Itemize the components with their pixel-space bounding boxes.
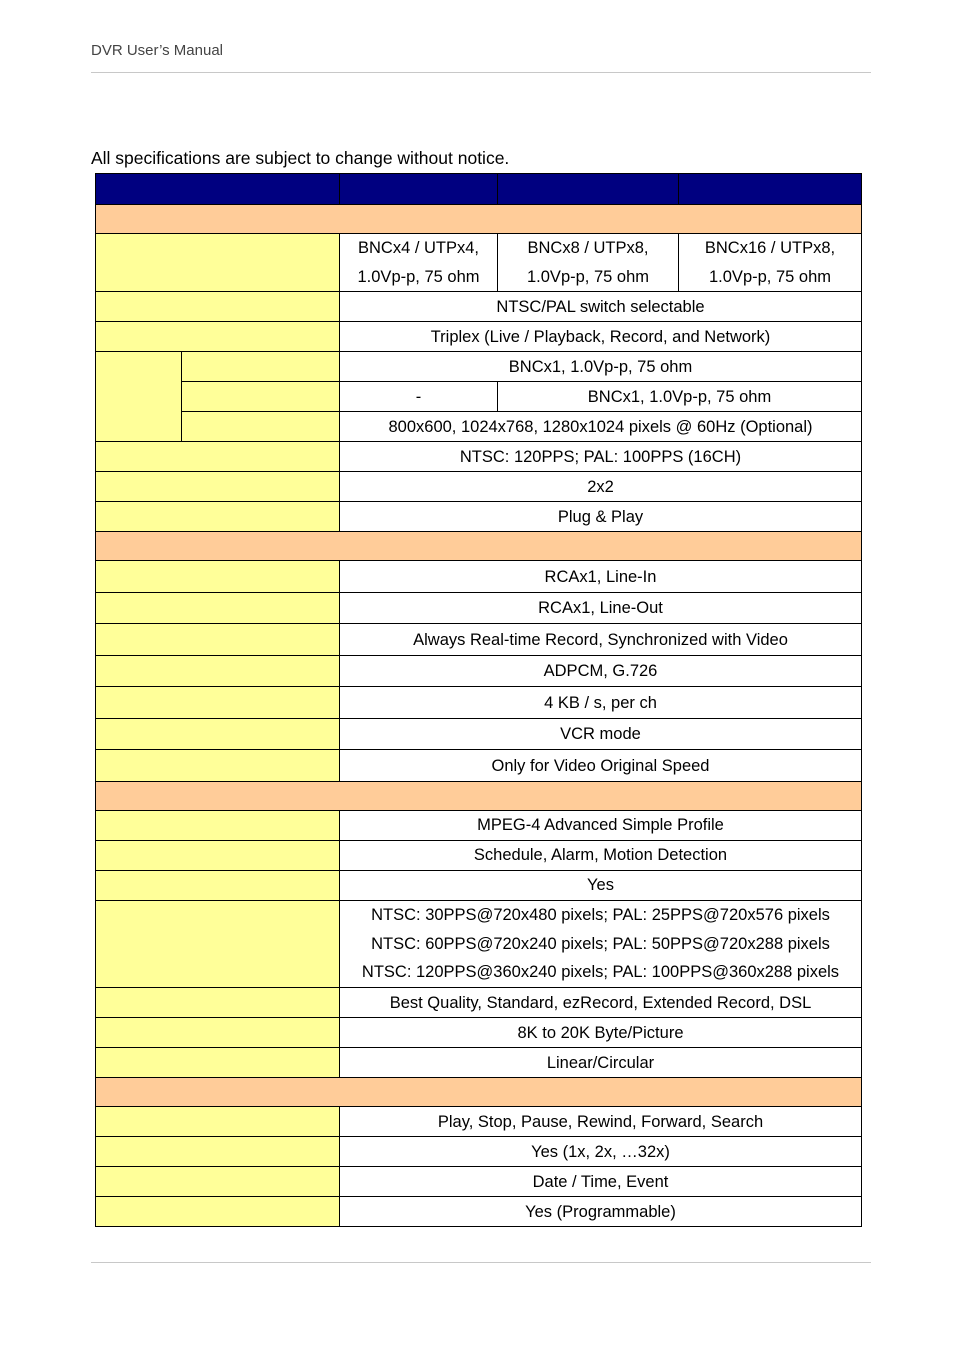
value-cell: Yes (Programmable) xyxy=(340,1197,862,1227)
value-cell: Only for Video Original Speed xyxy=(340,750,862,782)
value-cell: Triplex (Live / Playback, Record, and Network) xyxy=(340,322,862,352)
cell-line: 1.0Vp-p, 75 ohm xyxy=(709,267,831,286)
row-label xyxy=(96,718,340,750)
table-row xyxy=(96,322,862,352)
table-row xyxy=(96,561,862,593)
cell-line: NTSC: 60PPS@720x240 pixels; PAL: 50PPS@720x288 pixels xyxy=(371,934,830,953)
value-cell: 2x2 xyxy=(340,472,862,502)
table-row xyxy=(96,1197,862,1227)
row-label xyxy=(96,988,340,1018)
value-cell: Play, Stop, Pause, Rewind, Forward, Search xyxy=(340,1107,862,1137)
header-cell xyxy=(679,174,862,205)
row-label xyxy=(96,1018,340,1048)
value-cell: RCAx1, Line-Out xyxy=(340,592,862,624)
row-label xyxy=(96,687,340,719)
table-row xyxy=(96,718,862,750)
row-label xyxy=(96,292,340,322)
value-cell: RCAx1, Line-In xyxy=(340,561,862,593)
table-row xyxy=(96,1167,862,1197)
header-cell xyxy=(340,174,498,205)
value-cell: BNCx1, 1.0Vp-p, 75 ohm xyxy=(498,382,862,412)
row-label xyxy=(96,1167,340,1197)
header-cell xyxy=(498,174,679,205)
row-label xyxy=(96,502,340,532)
table-row xyxy=(96,687,862,719)
row-label xyxy=(96,472,340,502)
section-header xyxy=(96,1078,862,1107)
table-row xyxy=(96,1137,862,1167)
footer-divider xyxy=(91,1262,871,1263)
table-row xyxy=(96,292,862,322)
cell-line: NTSC: 30PPS@720x480 pixels; PAL: 25PPS@720x576 pixels xyxy=(371,905,830,924)
section-header xyxy=(96,205,862,234)
value-cell: Yes (1x, 2x, …32x) xyxy=(340,1137,862,1167)
cell-line: BNCx16 / UTPx8, xyxy=(704,239,836,257)
value-cell: 8K to 20K Byte/Picture xyxy=(340,1018,862,1048)
row-label xyxy=(96,870,340,900)
value-cell: VCR mode xyxy=(340,718,862,750)
value-cell-rates xyxy=(340,900,862,987)
table-row xyxy=(96,810,862,840)
value-cell: NTSC/PAL switch selectable xyxy=(340,292,862,322)
row-label xyxy=(96,810,340,840)
value-cell: 800x600, 1024x768, 1280x1024 pixels @ 60Hz (Optional) xyxy=(340,412,862,442)
value-cell: Schedule, Alarm, Motion Detection xyxy=(340,840,862,870)
table-row xyxy=(96,900,862,987)
value-cell-16ch xyxy=(679,234,862,292)
header-divider xyxy=(91,72,871,73)
table-row xyxy=(96,352,862,382)
row-label xyxy=(96,900,340,987)
section-row-record xyxy=(96,781,862,810)
value-cell-8ch xyxy=(498,234,679,292)
row-label xyxy=(96,442,340,472)
table-row xyxy=(96,234,862,292)
table-row xyxy=(96,624,862,656)
value-cell: - xyxy=(340,382,498,412)
page-header-title: DVR User’s Manual xyxy=(91,42,223,59)
row-label xyxy=(182,412,340,442)
row-label xyxy=(96,322,340,352)
row-label xyxy=(96,655,340,687)
table-header-row xyxy=(96,174,862,205)
section-row-playback xyxy=(96,1078,862,1107)
value-cell: Yes xyxy=(340,870,862,900)
row-label xyxy=(96,234,340,292)
section-row-video xyxy=(96,205,862,234)
row-label xyxy=(96,840,340,870)
table-row xyxy=(96,472,862,502)
cell-line: 1.0Vp-p, 75 ohm xyxy=(527,267,649,286)
value-cell: 4 KB / s, per ch xyxy=(340,687,862,719)
cell-line: NTSC: 120PPS@360x240 pixels; PAL: 100PPS@360x288 pixels xyxy=(361,963,840,982)
cell-line: 1.0Vp-p, 75 ohm xyxy=(357,267,480,286)
section-header xyxy=(96,781,862,810)
table-row xyxy=(96,382,862,412)
row-label xyxy=(96,1048,340,1078)
table-row xyxy=(96,988,862,1018)
specification-table xyxy=(95,173,862,1227)
table-row xyxy=(96,1018,862,1048)
row-label xyxy=(96,624,340,656)
value-cell-4ch xyxy=(340,234,498,292)
row-label xyxy=(96,561,340,593)
table-row xyxy=(96,1107,862,1137)
table-row xyxy=(96,840,862,870)
value-cell: Date / Time, Event xyxy=(340,1167,862,1197)
value-cell: Linear/Circular xyxy=(340,1048,862,1078)
value-cell: Plug & Play xyxy=(340,502,862,532)
value-cell: MPEG-4 Advanced Simple Profile xyxy=(340,810,862,840)
row-label xyxy=(96,1137,340,1167)
row-label xyxy=(96,1107,340,1137)
table-row xyxy=(96,412,862,442)
row-label xyxy=(182,352,340,382)
value-cell: ADPCM, G.726 xyxy=(340,655,862,687)
value-cell: Always Real-time Record, Synchronized with Video xyxy=(340,624,862,656)
table-row xyxy=(96,870,862,900)
value-cell: NTSC: 120PPS; PAL: 100PPS (16CH) xyxy=(340,442,862,472)
cell-line: BNCx4 / UTPx4, xyxy=(357,239,480,257)
table-row xyxy=(96,655,862,687)
table-row xyxy=(96,442,862,472)
table-row xyxy=(96,1048,862,1078)
section-row-audio xyxy=(96,532,862,561)
value-cell: BNCx1, 1.0Vp-p, 75 ohm xyxy=(340,352,862,382)
table-row xyxy=(96,502,862,532)
row-label xyxy=(96,750,340,782)
table-row xyxy=(96,592,862,624)
cell-line: BNCx8 / UTPx8, xyxy=(527,239,649,257)
value-cell: Best Quality, Standard, ezRecord, Extended Record, DSL xyxy=(340,988,862,1018)
row-label xyxy=(96,1197,340,1227)
row-label xyxy=(96,592,340,624)
table-row xyxy=(96,750,862,782)
section-header xyxy=(96,532,862,561)
row-group-label xyxy=(96,352,182,442)
header-cell xyxy=(96,174,340,205)
row-label xyxy=(182,382,340,412)
intro-text: All specifications are subject to change without notice. xyxy=(91,148,510,168)
